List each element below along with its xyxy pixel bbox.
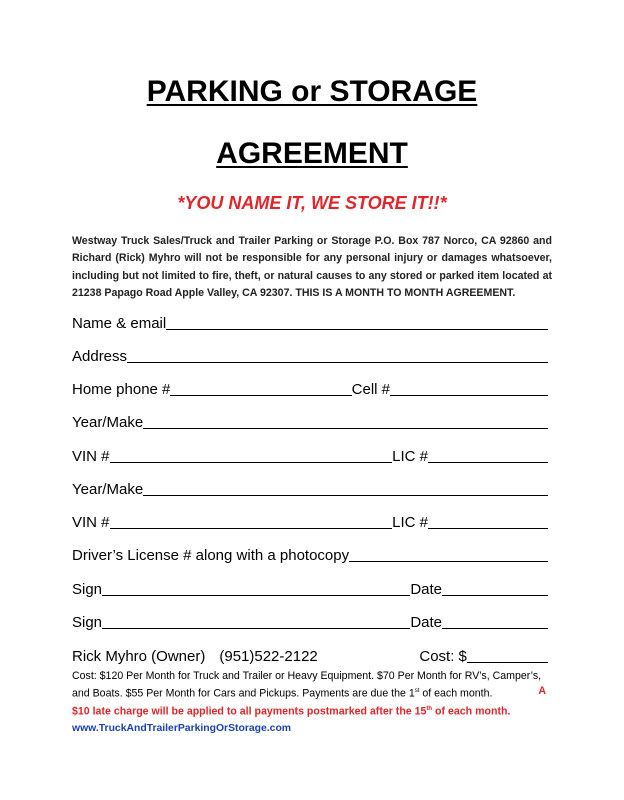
sign-row-2 xyxy=(72,611,548,631)
vin-line[interactable] xyxy=(110,447,393,463)
address-line[interactable] xyxy=(127,347,548,363)
year-make-label: Year/Make xyxy=(72,481,144,498)
vin-row-1 xyxy=(72,445,548,465)
owner-phone: (951)522-2122 xyxy=(219,648,318,665)
lic-line[interactable] xyxy=(428,447,548,463)
pricing-text-end: of each month. xyxy=(419,687,493,700)
owner-name: Rick Myhro (Owner) xyxy=(72,648,206,665)
name-email-label: Name & email xyxy=(72,315,167,332)
home-phone-label: Home phone # xyxy=(72,381,171,398)
late-charge-text: $10 late charge will be applied to all payments postmarked after the 15 xyxy=(72,705,427,718)
pricing-line-1: Cost: $120 Per Month for Truck and Trailer or Heavy Equipment. $70 Per Month for RV’s, Camper’s, xyxy=(72,670,542,682)
cell-label: Cell # xyxy=(351,381,390,398)
signature-line[interactable] xyxy=(102,613,410,629)
pricing-line-2 xyxy=(72,684,552,702)
vin-row-2 xyxy=(72,511,548,531)
pricing-info xyxy=(72,669,552,736)
late-charge-end: of each month. xyxy=(432,705,511,718)
website-link[interactable]: www.TruckAndTrailerParkingOrStorage.com xyxy=(72,723,292,735)
name-email-line[interactable] xyxy=(166,314,548,330)
phone-row xyxy=(72,378,548,398)
year-make-line[interactable] xyxy=(143,480,548,496)
date-line[interactable] xyxy=(442,613,548,629)
title-line-1: PARKING or STORAGE xyxy=(146,75,478,108)
vin-label: VIN # xyxy=(72,448,110,465)
home-phone-line[interactable] xyxy=(170,380,351,396)
slogan: *YOU NAME IT, WE STORE IT!!* xyxy=(177,193,447,213)
disclaimer-paragraph: Westway Truck Sales/Truck and Trailer Parking or Storage P.O. Box 787 Norco, CA 92860 and Richard (Rick) Myhro will not be responsible for any personal injury or damages whatsoever, including but not limited to fire, theft, or natural causes to any stored or parked item located at 21238 Papago Road Apple Valley, CA 92307. THIS IS A MONTH TO MONTH AGREEMENT. xyxy=(72,235,552,300)
year-make-field-2[interactable] xyxy=(72,478,548,498)
signature-line[interactable] xyxy=(102,580,410,596)
late-charge-line xyxy=(72,702,552,720)
drivers-license-label: Driver’s License # along with a photocopy xyxy=(72,547,350,564)
cost-line[interactable] xyxy=(467,647,548,663)
sign-label: Sign xyxy=(72,614,103,631)
vin-line[interactable] xyxy=(110,513,393,529)
owner-row xyxy=(72,645,548,665)
drivers-license-line[interactable] xyxy=(349,546,548,562)
title-line-2: AGREEMENT xyxy=(216,137,408,170)
year-make-line[interactable] xyxy=(143,413,548,429)
sign-label: Sign xyxy=(72,581,103,598)
date-label: Date xyxy=(410,614,442,631)
year-make-field-1[interactable] xyxy=(72,411,548,431)
late-charge-a: A xyxy=(538,685,546,697)
address-label: Address xyxy=(72,348,128,365)
superscript: th xyxy=(426,705,433,712)
cost-label: Cost: $ xyxy=(419,648,467,665)
lic-label: LIC # xyxy=(392,514,428,531)
pricing-text: and Boats. $55 Per Month for Cars and Pickups. Payments are due the 1 xyxy=(72,687,415,700)
cell-line[interactable] xyxy=(390,380,548,396)
superscript: st xyxy=(414,688,420,694)
drivers-license-field[interactable] xyxy=(72,544,548,564)
date-label: Date xyxy=(410,581,442,598)
sign-row-1 xyxy=(72,578,548,598)
address-field[interactable] xyxy=(72,345,548,365)
vin-label: VIN # xyxy=(72,514,110,531)
lic-label: LIC # xyxy=(392,448,428,465)
date-line[interactable] xyxy=(442,580,548,596)
name-email-field[interactable] xyxy=(72,312,548,332)
year-make-label: Year/Make xyxy=(72,414,144,431)
lic-line[interactable] xyxy=(428,513,548,529)
